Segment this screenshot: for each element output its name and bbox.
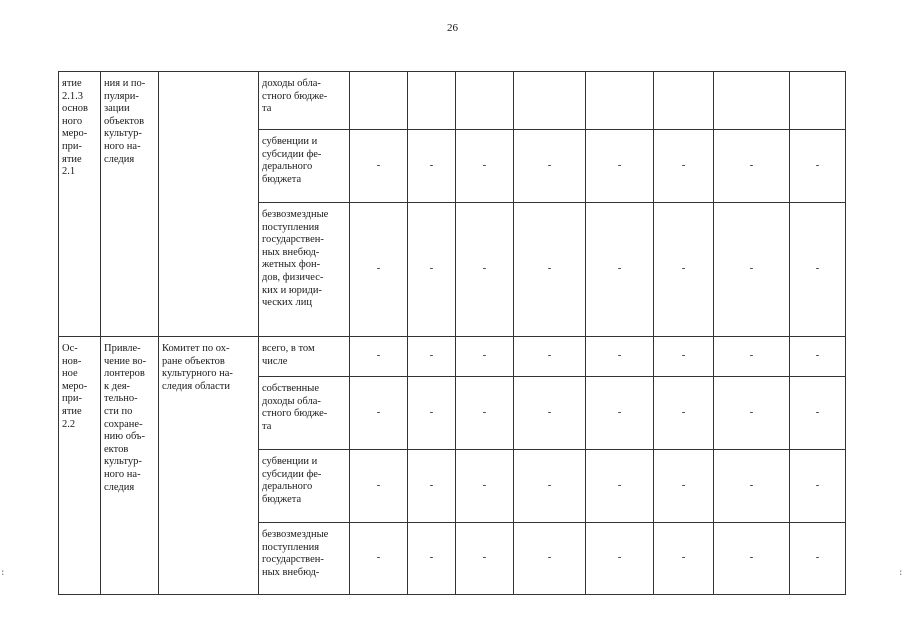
value-cell xyxy=(586,72,654,130)
value-cell: - xyxy=(714,377,790,450)
value-cell: - xyxy=(514,337,586,377)
funding-source-label: безвозмездные поступления государствен- ных внебюд- жетных фон- дов, физичес- ких и юриди- ческих лиц xyxy=(262,209,329,309)
funding-source-cell xyxy=(259,450,350,523)
value-cell xyxy=(408,72,456,130)
value-cell: - xyxy=(586,450,654,523)
funding-source-cell xyxy=(259,523,350,595)
value-cell: - xyxy=(790,377,846,450)
value-cell: - xyxy=(456,377,514,450)
value-cell: - xyxy=(654,337,714,377)
left-edge-mark: : xyxy=(0,568,6,578)
value-cell: - xyxy=(350,203,408,337)
section-name-text: ятие 2.1.3 основ ного меро- при- ятие 2.1 xyxy=(62,78,88,178)
value-cell: - xyxy=(514,130,586,203)
funding-source-label: безвозмездные поступления государствен- ных внебюд- xyxy=(262,529,329,578)
value-cell: - xyxy=(408,523,456,595)
table-row xyxy=(59,337,846,377)
value-cell: - xyxy=(654,203,714,337)
value-cell: - xyxy=(790,523,846,595)
value-cell: - xyxy=(350,377,408,450)
value-cell xyxy=(654,72,714,130)
funding-source-cell xyxy=(259,337,350,377)
value-cell: - xyxy=(586,377,654,450)
value-cell: - xyxy=(456,450,514,523)
section-description xyxy=(101,337,159,595)
value-cell: - xyxy=(586,523,654,595)
value-cell xyxy=(714,72,790,130)
page-number: 26 xyxy=(447,22,458,34)
value-cell: - xyxy=(714,450,790,523)
funding-source-cell xyxy=(259,130,350,203)
value-cell: - xyxy=(408,203,456,337)
right-edge-mark: : xyxy=(898,568,904,578)
value-cell: - xyxy=(456,130,514,203)
value-cell: - xyxy=(408,450,456,523)
value-cell: - xyxy=(350,450,408,523)
value-cell: - xyxy=(350,523,408,595)
funding-source-label: собственные доходы обла- стного бюдже- та xyxy=(262,383,328,432)
section-responsible-text: Комитет по ох- ране объектов культурного на- следия области xyxy=(162,343,233,392)
budget-table xyxy=(58,71,846,595)
section-description-text: Привле- чение во- лонтеров к дея- тельно- сти по сохране- нию объ- ектов культур- ного на- следия xyxy=(104,343,147,493)
value-cell xyxy=(456,72,514,130)
value-cell: - xyxy=(456,203,514,337)
funding-source-label: доходы обла- стного бюдже- та xyxy=(262,78,328,115)
value-cell: - xyxy=(350,130,408,203)
section-name xyxy=(59,337,101,595)
value-cell: - xyxy=(408,377,456,450)
value-cell: - xyxy=(714,523,790,595)
value-cell: - xyxy=(456,523,514,595)
value-cell: - xyxy=(790,130,846,203)
value-cell: - xyxy=(714,337,790,377)
section-description xyxy=(101,72,159,337)
value-cell: - xyxy=(514,377,586,450)
funding-source-cell xyxy=(259,72,350,130)
value-cell: - xyxy=(586,337,654,377)
value-cell: - xyxy=(408,130,456,203)
value-cell: - xyxy=(654,130,714,203)
value-cell: - xyxy=(408,337,456,377)
section-responsible xyxy=(159,72,259,337)
funding-source-label: всего, в том числе xyxy=(262,343,315,367)
value-cell: - xyxy=(514,450,586,523)
funding-source-label: субвенции и субсидии фе- дерального бюджета xyxy=(262,456,322,505)
section-name xyxy=(59,72,101,337)
value-cell: - xyxy=(350,337,408,377)
value-cell: - xyxy=(456,337,514,377)
value-cell: - xyxy=(654,523,714,595)
table-row xyxy=(59,72,846,130)
value-cell: - xyxy=(586,203,654,337)
funding-source-label: субвенции и субсидии фе- дерального бюджета xyxy=(262,136,322,185)
value-cell: - xyxy=(790,337,846,377)
value-cell xyxy=(514,72,586,130)
value-cell xyxy=(790,72,846,130)
value-cell: - xyxy=(654,450,714,523)
value-cell: - xyxy=(586,130,654,203)
value-cell: - xyxy=(714,130,790,203)
section-responsible xyxy=(159,337,259,595)
funding-source-cell xyxy=(259,203,350,337)
section-description-text: ния и по- пуляри- зации объектов культур- ного на- следия xyxy=(104,78,146,165)
value-cell: - xyxy=(654,377,714,450)
value-cell: - xyxy=(790,450,846,523)
value-cell xyxy=(350,72,408,130)
funding-source-cell xyxy=(259,377,350,450)
value-cell: - xyxy=(714,203,790,337)
value-cell: - xyxy=(514,523,586,595)
value-cell: - xyxy=(514,203,586,337)
value-cell: - xyxy=(790,203,846,337)
section-name-text: Ос- нов- ное меро- при- ятие 2.2 xyxy=(62,343,88,430)
